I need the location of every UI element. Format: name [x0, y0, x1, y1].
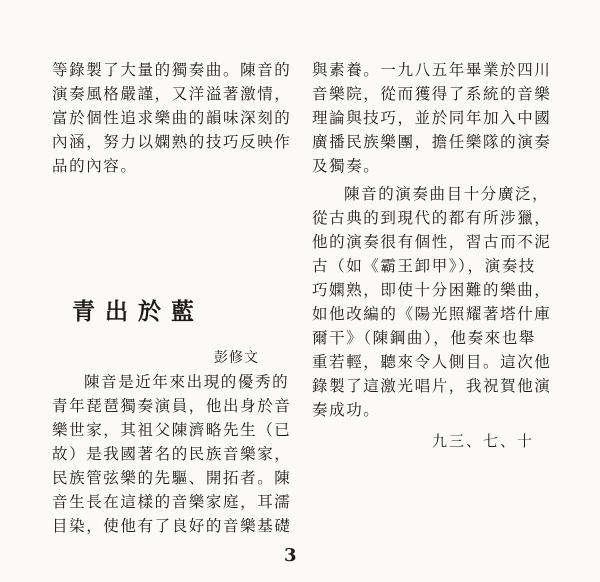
text-line: 樂世家，其祖父陳濟略先生（已 [52, 421, 292, 439]
right-column [312, 58, 552, 178]
left-paragraph-2-block [52, 370, 292, 538]
text-line: 奏成功。 [312, 401, 381, 419]
text-line: 陳音是近年來出現的優秀的 [84, 373, 290, 391]
text-line: 與素養。一九八五年畢業於四川 [312, 61, 552, 79]
text-line: 爾干》（陳鋼曲），他奏來也舉 [312, 329, 536, 347]
text-line: 錄製了這激光唱片，我祝賀他演 [312, 377, 552, 395]
text-line: 古（如《霸王卸甲》），演奏技 [312, 257, 536, 275]
text-line: 理論與技巧，並於同年加入中國 [312, 109, 552, 127]
text-line: 內涵，努力以嫻熟的技巧反映作 [52, 133, 292, 151]
right-paragraph-2 [312, 182, 552, 422]
right-paragraph-2-block [312, 182, 552, 422]
text-line: 從古典的到現代的都有所涉獵， [312, 209, 552, 227]
left-paragraph-1 [52, 58, 292, 178]
text-line: 品的內容。 [52, 157, 138, 175]
text-line: 及獨奏。 [312, 157, 381, 175]
text-line: 青年琵琶獨奏演員，他出身於音 [52, 397, 292, 415]
right-paragraph-1 [312, 58, 552, 178]
text-line: 如他改編的《陽光照耀著塔什庫 [312, 305, 552, 323]
text-line: 演奏風格嚴謹，又洋溢著激情， [52, 85, 292, 103]
text-line: 廣播民族樂團，擔任樂隊的演奏 [312, 133, 552, 151]
text-line: 巧嫻熟，即使十分困難的樂曲， [312, 281, 552, 299]
text-line: 民族管弦樂的先驅、開拓者。陳 [52, 469, 292, 487]
text-line: 目染，使他有了良好的音樂基礎 [52, 517, 292, 535]
text-line: 他的演奏很有個性，習古而不泥 [312, 233, 552, 251]
page-number: 3 [284, 545, 297, 566]
text-line: 等錄製了大量的獨奏曲。陳音的 [52, 61, 292, 79]
left-paragraph-2 [52, 370, 292, 538]
article-date: 九三、七、十 [432, 432, 535, 450]
text-line: 音樂院，從而獲得了系統的音樂 [312, 85, 552, 103]
left-column [52, 58, 292, 178]
text-line: 音生長在這樣的音樂家庭，耳濡 [52, 493, 292, 511]
article-title: 青出於藍 [72, 298, 204, 325]
text-line: 重若輕，聽來令人側目。這次他 [312, 353, 552, 371]
text-line: 陳音的演奏曲目十分廣泛， [344, 185, 550, 203]
author-name: 彭修文 [214, 350, 259, 366]
text-line: 富於個性追求樂曲的韻味深刻的 [52, 109, 292, 127]
text-line: 故）是我國著名的民族音樂家， [52, 445, 292, 463]
